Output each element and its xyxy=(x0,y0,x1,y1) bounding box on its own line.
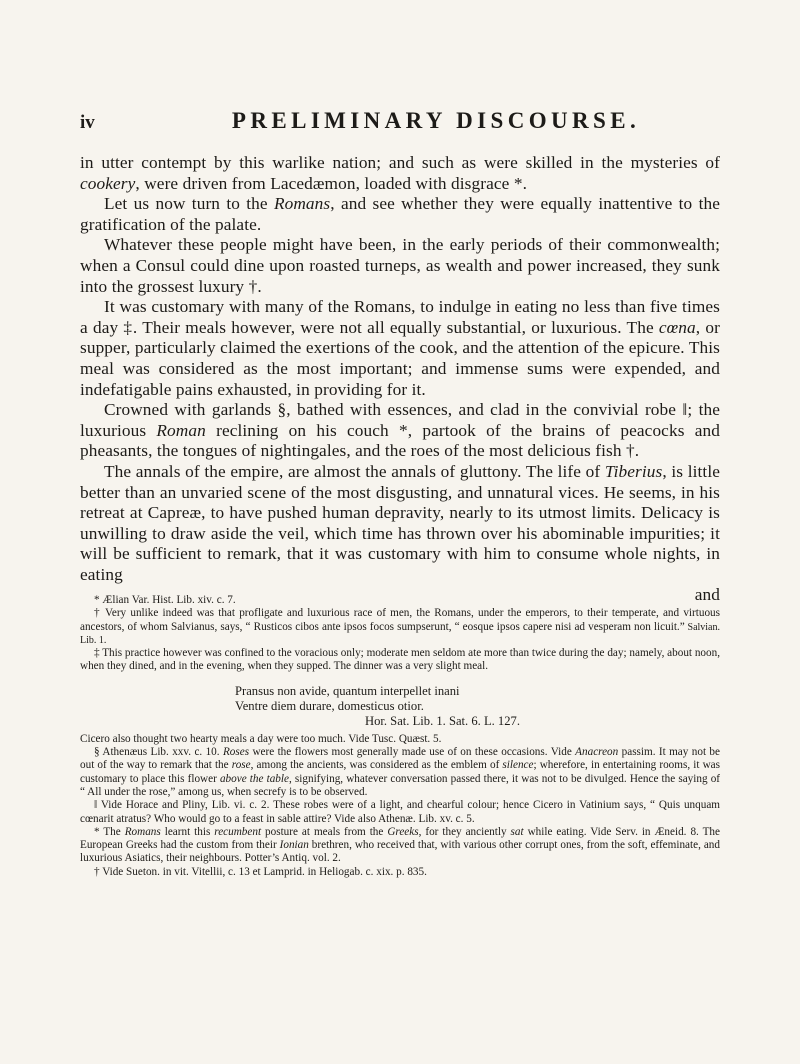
footnote: Cicero also thought two hearty meals a day were too much. Vide Tusc. Quæst. 5. xyxy=(80,732,442,745)
verse-line: Ventre diem durare, domesticus otior. xyxy=(235,698,424,713)
footnote: † Vide Sueton. in vit. Vitellii, c. 13 et Lamprid. in Heliogab. c. xix. p. 835. xyxy=(94,865,427,878)
paragraph-6: The annals of the empire, are almost the annals of gluttony. The life of Tiberius, is little better than an unvaried scene of the most disgusting, and unnatural vices. He seems, in his retreat at Capreæ, to have pushed human depravity, nearly to its utmost limits. Delicacy is unwilling to draw aside the veil, which time has thrown over his abominable impurities; it will be sufficient to remark, that it was customary with him to consume whole nights, in eating xyxy=(80,461,720,584)
paragraph-4: It was customary with many of the Romans, to indulge in eating no less than five times a day ‡. Their meals however, were not all equally substantial, or luxurious. The cœna, or supper, particularly claimed the exertions of the cook, and the attention of the epicure. This meal was considered as the most important; and immense sums were expended, and indefatigable pains exhausted, in providing for it. xyxy=(80,297,720,399)
catchword: and xyxy=(694,585,720,605)
footnote: § Athenæus Lib. xxv. c. 10. Roses were the flowers most generally made use of on these occasions. Vide Anacreon passim. It may not be out of the way to remark that the rose, among the ancients, was considered as the emblem of silence; wherefore, in entertaining rooms, it was customary to place this flower above the table, signifying, whatever conversation passed there, it was not to be divulged. Hence the saying of “ All under the rose,” among us, when secrefy is to be observed. xyxy=(80,746,721,798)
running-title: PRELIMINARY DISCOURSE. xyxy=(231,108,641,133)
footnote: ‖ Vide Horace and Pliny, Lib. vi. c. 2. These robes were of a light, and chearful colour; hence Cicero in Vatinium says, “ Quis unquam cœnarit atratus? Who would go to a feast in sable attire? Vide also Athenæ. Lib. xv. c. 5. xyxy=(80,799,720,825)
page-number: iv xyxy=(80,112,95,133)
footnote: ‡ This practice however was confined to the voracious only; moderate men seldom ate more than twice during the day; namely, about noon, when they dined, and in the evening, when they supped. The dinner was a very slight meal. xyxy=(80,647,721,673)
paragraph-5: Crowned with garlands §, bathed with essences, and clad in the convivial robe ‖; the luxurious Roman reclining on his couch *, partook of the brains of peacocks and pheasants, the tongues of nightingales, and the roes of the most delicious fish †. xyxy=(80,400,720,461)
footnote: * The Romans learnt this recumbent posture at meals from the Greeks, for they anciently sat while eating. Vide Serv. in Æneid. 8. The European Greeks had the custom from their Ionian brethren, who received that, with various other corrupt ones, from the soft, effeminate, and luxurious Asiatics, their neighbours. Potter’s Antiq. vol. 2. xyxy=(80,825,720,865)
main-text xyxy=(80,153,720,606)
verse-source: Hor. Sat. Lib. 1. Sat. 6. L. 127. xyxy=(365,713,520,728)
footnotes xyxy=(80,594,720,879)
paragraph-3: Whatever these people might have been, in the early periods of their commonwealth; when a Consul could dine upon roasted turneps, as wealth and power increased, they sunk into the grossest luxury †. xyxy=(80,235,720,296)
paragraph-2: Let us now turn to the Romans, and see whether they were equally inattentive to the gratification of the palate. xyxy=(80,194,720,234)
footnote: * Ælian Var. Hist. Lib. xiv. c. 7. xyxy=(94,594,236,606)
verse-line: Pransus non avide, quantum interpellet inani xyxy=(235,683,460,698)
footnote: † Very unlike indeed was that profligate and luxurious race of men, the Romans, under the emperors, to their temperate, and virtuous ancestors, of whom Salvianus, says, “ Rusticos cibos ante ipsos focos sumpserunt, “ eosque ipsos capere nisi ad vesperam non licuit.” Salvian. Lib. 1. xyxy=(80,607,720,646)
page-header xyxy=(80,104,720,138)
paragraph-1: in utter contempt by this warlike nation; and such as were skilled in the mysteries of cookery, were driven from Lacedæmon, loaded with disgrace *. xyxy=(80,153,720,193)
verse-quotation xyxy=(80,684,720,729)
